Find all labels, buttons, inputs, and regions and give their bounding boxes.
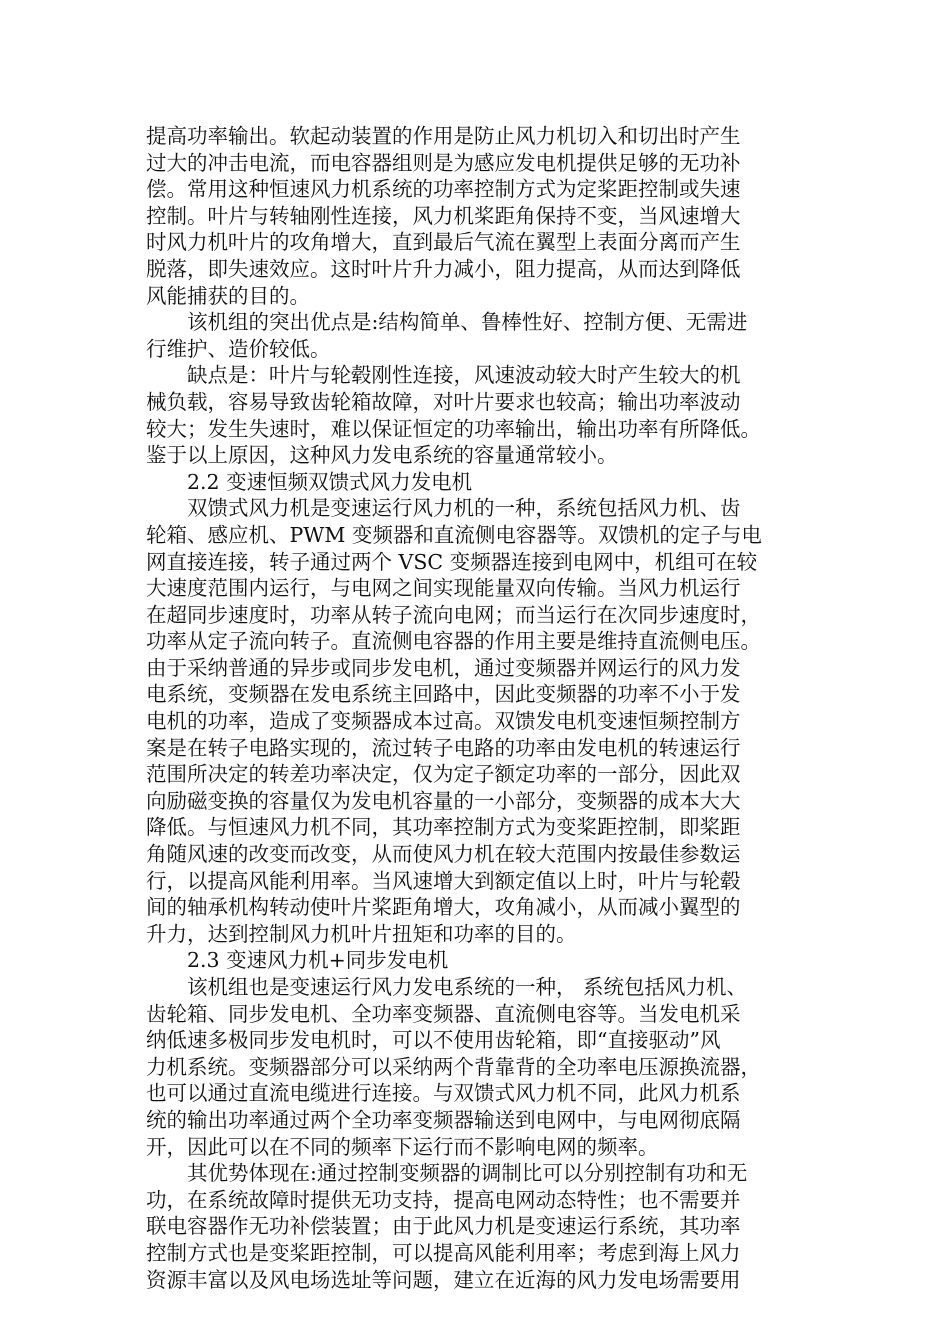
text-line: 由于采纳普通的异步或同步发电机，通过变频器并网运行的风力发 <box>146 655 741 680</box>
text-line: 范围所决定的转差功率决定，仅为定子额定功率的一部分，因此双 <box>146 762 741 787</box>
text-line: 风能捕获的目的。 <box>146 283 310 308</box>
text-line: 偿。常用这种恒速风力机系统的功率控制方式为定桨距控制或失速 <box>146 177 741 202</box>
paragraph-start-line: 其优势体现在:通过控制变频器的调制比可以分别控制有功和无 <box>187 1161 748 1186</box>
text-line: 脱落，即失速效应。这时叶片升力减小，阻力提高，从而达到降低 <box>146 256 741 281</box>
text-line: 行维护、造价较低。 <box>146 336 331 361</box>
text-line: 统的输出功率通过两个全功率变频器输送到电网中，与电网彻底隔 <box>146 1107 741 1132</box>
text-line: 较大；发生失速时，难以保证恒定的功率输出，输出功率有所降低。 <box>146 416 761 441</box>
text-line: 案是在转子电路实现的，流过转子电路的功率由发电机的转速运行 <box>146 735 741 760</box>
text-line: 角随风速的改变而改变，从而使风力机在较大范围内按最佳参数运 <box>146 842 741 867</box>
text-line: 联电容器作无功补偿装置；由于此风力机是变速运行系统，其功率 <box>146 1214 741 1239</box>
text-line: 向励磁变换的容量仅为发电机容量的一小部分，变频器的成本大大 <box>146 788 741 813</box>
text-line: 时风力机叶片的攻角增大，直到最后气流在翼型上表面分离而产生 <box>146 230 741 255</box>
text-line: 降低。与恒速风力机不同，其功率控制方式为变桨距控制，即桨距 <box>146 815 741 840</box>
paragraph-start-line: 该机组也是变速运行风力发电系统的一种， 系统包括风力机、 <box>187 975 748 999</box>
text-line: 间的轴承机构转动使叶片桨距角增大，攻角减小，从而减小翼型的 <box>146 895 741 920</box>
text-line: 电系统，变频器在发电系统主回路中，因此变频器的功率不小于发 <box>146 682 741 707</box>
text-line: 在超同步速度时，功率从转子流向电网；而当运行在次同步速度时， <box>146 602 761 627</box>
text-line: 功率从定子流向转子。直流侧电容器的作用主要是维持直流侧电压。 <box>146 629 761 654</box>
text-line: 鉴于以上原因，这种风力发电系统的容量通常较小。 <box>146 443 618 468</box>
text-line: 行，以提高风能利用率。当风速增大到额定值以上时，叶片与轮毂 <box>146 868 741 893</box>
text-line: 控制方式也是变桨距控制，可以提高风能利用率；考虑到海上风力 <box>146 1240 741 1265</box>
text-line: 纳低速多极同步发电机时，可以不使用齿轮箱，即“直接驱动”风 <box>146 1028 721 1053</box>
paragraph-start-line: 该机组的突出优点是:结构简单、鲁棒性好、控制方便、无需进 <box>187 310 748 335</box>
text-line: 控制。叶片与转轴刚性连接，风力机桨距角保持不变，当风速增大 <box>146 203 741 228</box>
text-line: 也可以通过直流电缆进行连接。与双馈式风力机不同，此风力机系 <box>146 1081 741 1106</box>
section-heading-2-2: 2.2 变速恒频双馈式风力发电机 <box>187 469 473 494</box>
text-line: 力机系统。变频器部分可以采纳两个背靠背的全功率电压源换流器， <box>146 1054 761 1079</box>
text-line: 资源丰富以及风电场选址等问题，建立在近海的风力发电场需要用 <box>146 1267 741 1292</box>
text-line: 开，因此可以在不同的频率下运行而不影响电网的频率。 <box>146 1134 659 1159</box>
text-line: 械负载，容易导致齿轮箱故障，对叶片要求也较高；输出功率波动 <box>146 389 741 414</box>
text-line: 电机的功率，造成了变频器成本过高。双馈发电机变速恒频控制方 <box>146 709 741 734</box>
body-text <box>146 123 796 1293</box>
section-heading-2-3: 2.3 变速风力机+同步发电机 <box>187 948 449 973</box>
text-line: 轮箱、感应机、PWM 变频器和直流侧电容器等。双馈机的定子与电 <box>146 522 762 547</box>
text-line: 齿轮箱、同步发电机、全功率变频器、直流侧电容等。当发电机采 <box>146 1001 741 1026</box>
text-line: 提高功率输出。软起动装置的作用是防止风力机切入和切出时产生 <box>146 124 741 148</box>
text-line: 大速度范围内运行，与电网之间实现能量双向传输。当风力机运行 <box>146 576 741 601</box>
paragraph-start-line: 缺点是：叶片与轮毂刚性连接，风速波动较大时产生较大的机 <box>187 363 741 388</box>
text-line: 升力，达到控制风力机叶片扭矩和功率的目的。 <box>146 921 577 946</box>
text-line: 功，在系统故障时提供无功支持，提高电网动态特性；也不需要并 <box>146 1187 741 1212</box>
text-line: 网直接连接，转子通过两个 VSC 变频器连接到电网中，机组可在较 <box>146 549 758 574</box>
text-line: 过大的冲击电流，而电容器组则是为感应发电机提供足够的无功补 <box>146 150 741 175</box>
paragraph-start-line: 双馈式风力机是变速运行风力机的一种，系统包括风力机、齿 <box>187 496 741 521</box>
